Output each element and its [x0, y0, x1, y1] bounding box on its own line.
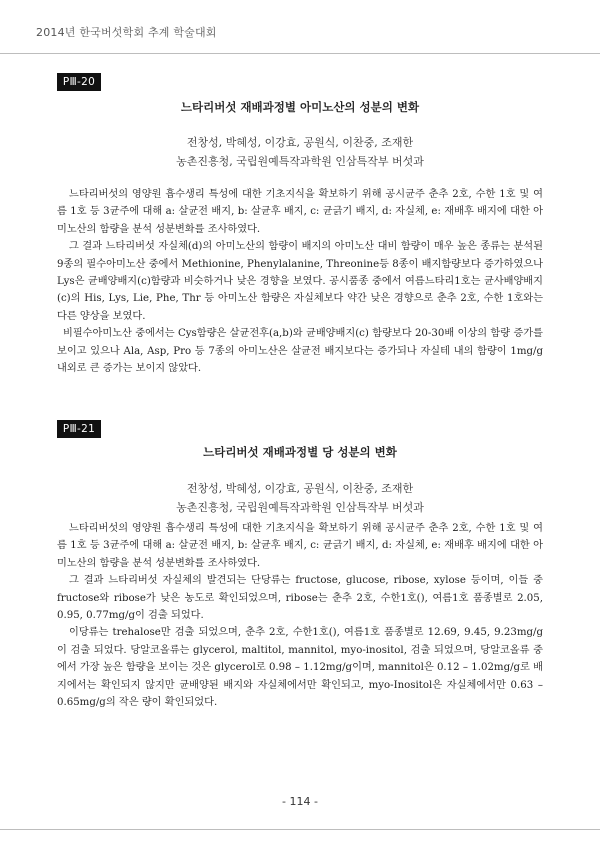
abstract-authors: 전창성, 박혜성, 이강효, 공원식, 이찬중, 조재한: [186, 136, 414, 149]
conference-header: 2014년 한국버섯학회 추계 학술대회: [36, 26, 217, 39]
abstract-paragraph: 그 결과 느타리버섯 자실체의 발견되는 단당류는 fructose, glucose, ribose, xylose 등이며, 이들 중 fructose와 ribose가 낮은 농도로 확인되었으며, ribose는 춘추 2호, 수한1호(), 여름1호 품종별로 2.05, 0.95, 0.77mg/g이 검출 되었다.: [57, 575, 543, 622]
abstract-title: 느타리버섯 재배과정별 당 성분의 변화: [203, 445, 397, 459]
abstract-id-badge: PⅢ-21: [57, 420, 101, 438]
abstract-paragraph: 그 결과 느타리버섯 자실체(d)의 아미노산의 함량이 배지의 아미노산 대비 함량이 매우 높은 종류는 분석된 9종의 필수아미노산 중에서 Methionine, Phenylalanine, Threonine등 8종이 배지함량보다 증가하였으나 Lys은 균배양배지(c)함량과 비슷하거나 낮은 경향을 보였다. 공시품종 중에서 여름느타리1호는 균사배양배지(c)의 His, Lys, Lie, Phe, Thr 등 아미노산 함량은 자실체보다 약간 낮은 경향으로 춘추 2호, 수한 1호와는 다른 양상을 보였다.: [57, 241, 543, 322]
abstract-id-badge: PⅢ-20: [57, 73, 101, 91]
abstract-paragraph: 비필수아미노산 중에서는 Cys함량은 살균전후(a,b)와 균배양배지(c) 함량보다 20-30배 이상의 함량 증가를 보이고 있으나 Ala, Asp, Pro 등 7종의 아미노산은 살균전 배지보다는 증가되나 자실테 내의 함량이 1mg/g 내외로 큰 증가는 보이지 않았다.: [57, 328, 543, 375]
abstract-body: [57, 520, 543, 711]
abstract-title: 느타리버섯 재배과정별 아미노산의 성분의 변화: [180, 100, 420, 114]
header-rule: [0, 53, 600, 54]
abstract-affiliation: 농촌진흥청, 국립원예특작과학원 인삼특작부 버섯과: [176, 155, 424, 168]
abstract-paragraph: 느타리버섯의 영양원 흡수생리 특성에 대한 기초지식을 확보하기 위해 공시균주 춘추 2호, 수한 1호 및 여름 1호 등 3균주에 대해 a: 살균전 배지, b: 살균후 배지, c: 균긁기 배지, d: 자실체, e: 재배후 배지에 대한 아미노산의 함량을 분석 성분변화를 조사하였다.: [57, 189, 543, 235]
footer-rule: [0, 829, 600, 830]
abstract-paragraph: 이당류는 trehalose만 검출 되었으며, 춘추 2호, 수한1호(), 여름1호 품종별로 12.69, 9.45, 9.23mg/g이 검출 되었다. 당알코올류는 glycerol, maltitol, mannitol, myo-inositol, 검출 되었으며, 당알코올류 중에서 가장 높은 함량을 보이는 것은 glycerol로 0.98 – 1.12mg/g이며, mannitol은 0.12 – 1.02mg/g로 배지에서는 확인되지 않지만 균배양된 배지와 자실체에서만 확인되고, myo-Inositol은 자실체에서만 0.63 – 0.65mg/g의 작은 량이 확인되었다.: [57, 627, 543, 709]
abstract-paragraph: 느타리버섯의 영양원 흡수생리 특성에 대한 기초지식을 확보하기 위해 공시균주 춘추 2호, 수한 1호 및 여름 1호 등 3균주에 대해 a: 살균전 배지, b: 살균후 배지, c: 균긁기 배지, d: 자실체, e: 재배후 배지에 대한 아미노산의 함량을 분석 성분변화를 조사하였다.: [57, 523, 543, 569]
abstract-affiliation: 농촌진흥청, 국립원예특작과학원 인삼특작부 버섯과: [176, 501, 424, 514]
abstract-authors: 전창성, 박혜성, 이강효, 공원식, 이찬중, 조재한: [186, 482, 414, 495]
page-number: - 114 -: [282, 795, 318, 808]
abstract-body: [57, 186, 543, 377]
